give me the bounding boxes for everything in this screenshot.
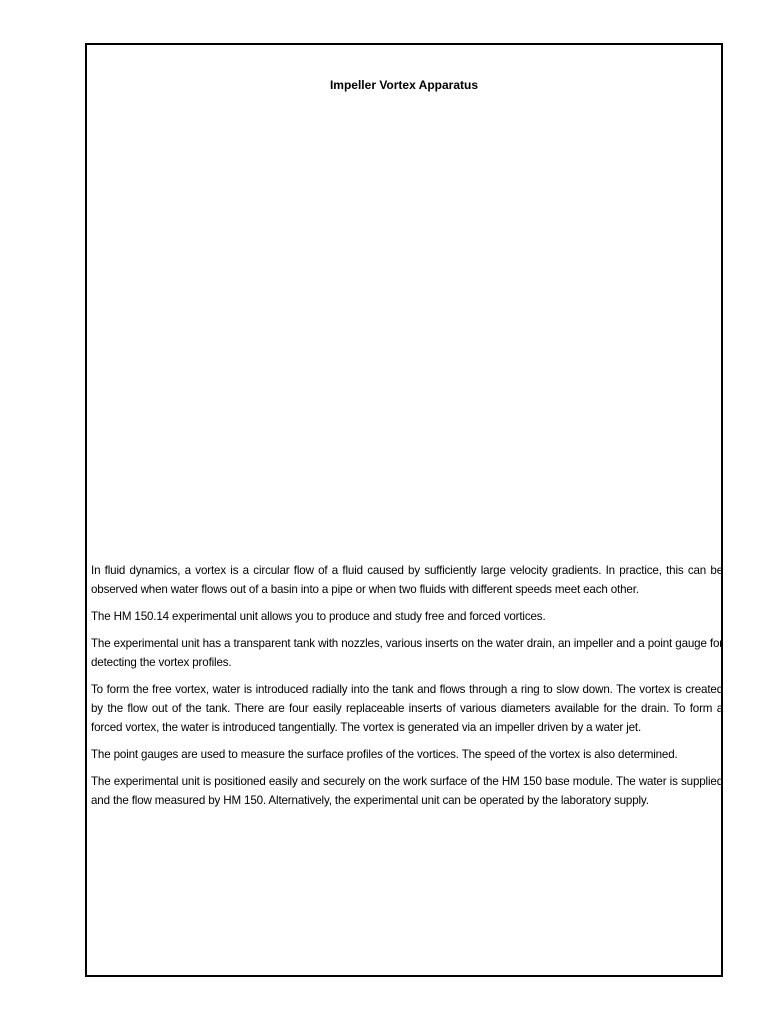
page-frame	[85, 43, 723, 977]
document-title: Impeller Vortex Apparatus	[329, 78, 479, 92]
blank-figure-area	[89, 105, 719, 555]
paragraph-base-module: The experimental unit is positioned easily and securely on the work surface of the HM 150 base module. The water is supplied and the flow measured by HM 150. Alternatively, the experimental unit can be operated by the laboratory supply.	[91, 775, 723, 807]
document-body	[91, 561, 723, 818]
paragraph-unit-purpose: The HM 150.14 experimental unit allows you to produce and study free and forced vortices.	[91, 610, 546, 623]
paragraph-vortex-formation: To form the free vortex, water is introduced radially into the tank and flows through a ring to slow down. The vortex is created by the flow out of the tank. There are four easily replaceable inserts of various diameters available for the drain. To form a forced vortex, the water is introduced tangentially. The vortex is generated via an impeller driven by a water jet.	[91, 683, 723, 734]
paragraph-vortex-definition: In fluid dynamics, a vortex is a circular flow of a fluid caused by sufficiently large velocity gradients. In practice, this can be observed when water flows out of a basin into a pipe or when two fluids with different speeds meet each other.	[91, 564, 723, 596]
paragraph-point-gauges: The point gauges are used to measure the surface profiles of the vortices. The speed of the vortex is also determined.	[91, 748, 678, 761]
paragraph-unit-components: The experimental unit has a transparent tank with nozzles, various inserts on the water drain, an impeller and a point gauge for detecting the vortex profiles.	[91, 637, 723, 669]
